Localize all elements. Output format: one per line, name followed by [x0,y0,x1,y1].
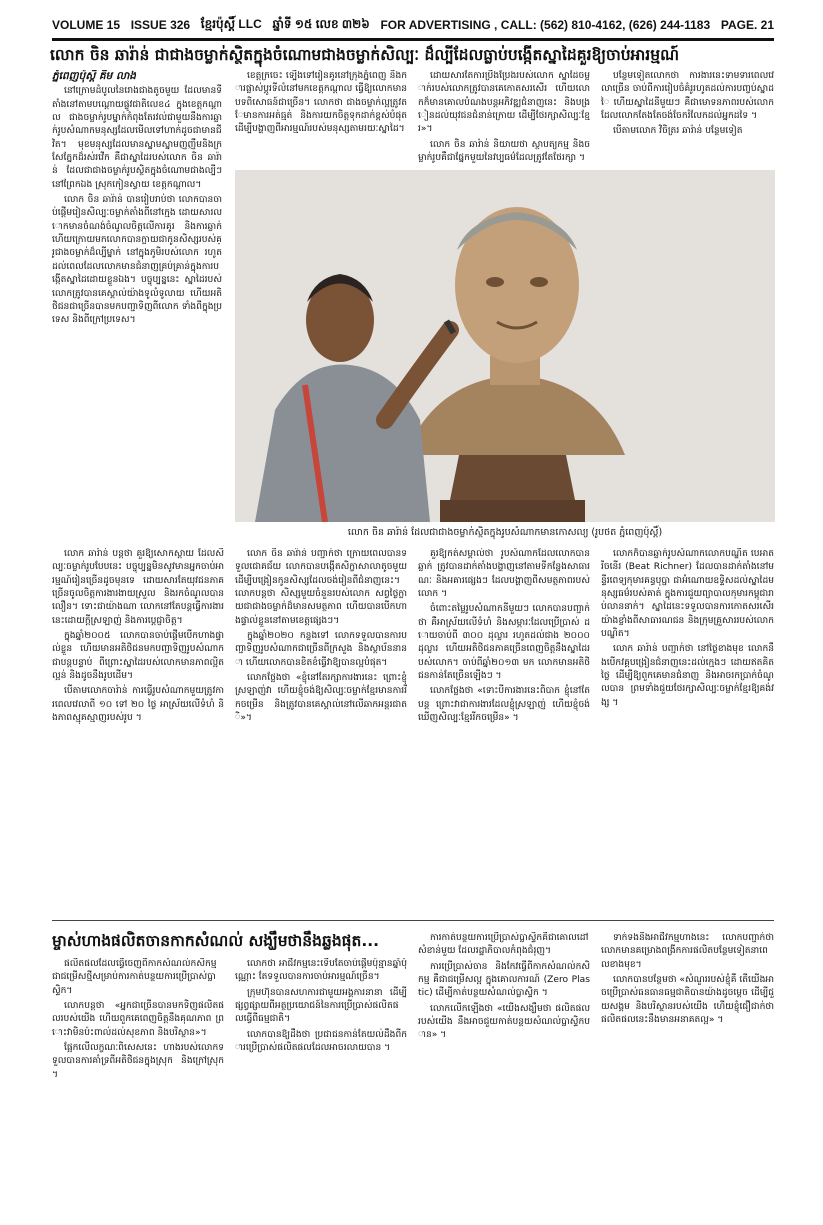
paragraph: ក្នុងឆ្នាំ២០០៥ លោកបានចាប់ផ្ដើមបើកហាងផ្ទាល់ខ្លួន ហើយមានអតិថិជនមកបញ្ជាទិញរូបសំណាកជាបន្តបន្ទាប់ ពីព្រោះស្នាដៃរបស់លោកមានភាពល្អិតល្អន់ និងដូចនឹងរូបដើម។ [52,631,224,682]
article1-lower-column-2 [235,548,407,916]
paragraph: គួរឱ្យកត់សម្គាល់ថា រូបសំណាកដែលលោកបានឆ្លាក់ ត្រូវបានដាក់តាំងបង្ហាញនៅតាមទីកន្លែងសាធារណៈ និងអគារផ្សេងៗ ដែលបង្ហាញពីសមត្ថភាពរបស់លោក ។ [418,549,590,600]
photo-illustration [235,170,775,522]
paragraph: ដោយសារតែការប្រឹងប្រែងរបស់លោក ស្នាដៃចម្លាក់របស់លោកត្រូវបានគេកោតសរសើរ ហើយលោកក៏មានគោលបំណងបន្តអភិវឌ្ឍជំនាញនេះ និងបង្រៀនដល់យុវជនជំនាន់ក្រោយ ដើម្បីថែរក្សាសិល្បៈខ្មែរ»។ [418,71,590,135]
article1-column-4-top [601,70,774,165]
paragraph: បើតាមលោក វិចិត្ររ ឆារ៉ាន់ បន្ថែមទៀត [613,126,743,137]
paragraph: ខេត្តក្រចេះ ទ្បើងទៅរៀនគូរនៅក្រុងភ្នំពេញ និងការផ្លាស់ប្តូរទីលំនៅមកខេត្តកណ្ដាល ធ្វើឱ្យលោកមានបទពិសោធន៍ជាច្រើន។ លោកថា ជាងចម្លាក់ល្អត្រូវតែមានការអត់ធ្មត់ និងការយកចិត្តទុកដាក់ខ្ពស់បំផុត ដើម្បីបង្ហាញពីអារម្មណ៍របស់មនុស្សតាមរយៈស្នាដៃ។ [235,71,407,135]
paragraph: លោកក៏បានឆ្លាក់រូបសំណាកលោកបណ្ឌិត បេអាត រីចនើរ (Beat Richner) ដែលបានដាក់តាំងនៅមន្ទីរពេទ្យកុមារគន្ធបុប្ផា ជាអំណោយឧទ្ទិសដល់ស្នាដៃមនុស្សធម៌របស់គាត់ ក្នុងការជួយព្យាបាលកុមារកម្ពុជារាប់លាននាក់។ ស្នាដៃនេះទទួលបានការកោតសរសើរយ៉ាងខ្លាំងពីសាធារណជន និងក្រុមគ្រួសាររបស់លោកបណ្ឌិត។ [601,549,774,640]
byline: ភ្នំពេញប៉ុស្តិ៍ គីម លាង [52,70,136,82]
paragraph: បន្ថែមទៀតលោកថា ការងារនេះទាមទារពេលវេលាច្រើន ចាប់ពីការរៀបចំគំរូរហូតដល់ការបញ្ចប់ស្នាដៃ ហើយស្នាដៃនីមួយៗ គឺជាមោទនភាពរបស់លោក ដែលលោកតែងតែចង់ចែករំលែកដល់អ្នកដទៃ ។ [601,71,774,122]
paragraph: លោកបានឱ្យដឹងថា ប្រជាជនកាន់តែយល់ដឹងពីការប្រើប្រាស់ផលិតផលដែលអាចរលាយបាន ។ [235,1029,407,1054]
pedestal-shape [450,450,575,500]
paragraph: លោកថ្លែងថា «ខ្ញុំនៅតែរក្សាការងារនេះ ព្រោះខ្ញុំស្រឡាញ់វា ហើយខ្ញុំចង់ឱ្យសិល្បៈចម្លាក់ខ្មែរមានការរីកចម្រើន និងត្រូវបានគេស្គាល់នៅលើឆាកអន្តរជាតិ»។ [235,673,407,724]
paragraph: លោក ឆារ៉ាន់ បញ្ជាក់ថា នៅថ្ងៃខាងមុខ លោកនឹងបើកវគ្គបង្រៀនជំនាញនេះដល់ក្មេងៗ ដោយឥតគិតថ្លៃ ដើម្បីឱ្យពួកគេមានជំនាញ និងអាចរកប្រាក់ចំណូលបាន ព្រមទាំងជួយថែរក្សាសិល្បៈចម្លាក់ខ្មែរឱ្យគង់វង្ស ។ [601,644,774,708]
paragraph: ផលិតផលដែលធ្វើចេញពីកាកសំណល់កសិកម្ម ជាជម្រើសថ្មីសម្រាប់ការកាត់បន្ថយការប្រើប្រាស់ប្លាស្ទិក។ [52,959,217,996]
article2-column-4 [601,932,774,1216]
paragraph: ក្រុមហ៊ុនបានសហការជាមួយអង្គការនានា ដើម្បីផ្សព្វផ្សាយពីអត្ថប្រយោជន៍នៃការប្រើប្រាស់ផលិតផលធ្វើពីធម្មជាតិ។ [235,987,407,1025]
article2-column-3 [418,932,590,1216]
photo-caption: លោក ចិន ឆារ៉ាន់ ដែលជាជាងចម្លាក់ស្ថិតក្នុងរូបសំណាកមានកោសល្យ (រូបថត ភ្នំពេញប៉ុស្តិ៍) [347,527,663,538]
advertising-contact: FOR ADVERTISING , CALL: (562) 810-4162, (626) 244-1183 [380,18,711,32]
volume-label: VOLUME 15 [52,18,121,32]
paragraph: ផ្អែកលើលក្ខណៈពិសេសនេះ ហាងរបស់លោកទទួលបានការគាំទ្រពីអតិថិជនក្នុងស្រុក និងក្រៅស្រុក ។ [52,1043,224,1080]
khmer-paper-title: ខ្មែរប៉ុស្តិ៍ LLC [200,17,262,31]
paragraph: លោកថ្លែងថា «ទោះបីការងារនេះពិបាក ខ្ញុំនៅតែបន្ត ព្រោះវាជាការងារដែលខ្ញុំស្រឡាញ់ ហើយខ្ញុំចង់ឃើញសិល្បៈខ្មែររីកចម្រើន» ។ [418,686,590,724]
page-number: PAGE. 21 [720,18,774,32]
paragraph: ទាក់ទងនឹងអាជីវកម្មហាងនេះ លោកបញ្ជាក់ថា លោកមានគម្រោងពង្រីកការផលិតបន្ថែមទៀតនាពេលខាងមុខ។ [601,933,774,970]
article1-lower-column-4 [601,548,774,916]
paragraph: ចំពោះតម្លៃរូបសំណាកនីមួយៗ លោកបានបញ្ជាក់ថា គឺអាស្រ័យលើទំហំ និងសម្ភារៈដែលប្រើប្រាស់ ដោយចាប់ពី ៣០០ ដុល្លារ រហូតដល់ជាង ២០០០ ដុល្លារ ហើយអតិថិជនភាគច្រើនពេញចិត្តនឹងស្នាដៃរបស់លោក។ ចាប់ពីឆ្នាំ២០១៣ មក លោកមានអតិថិជនកាន់តែច្រើនឡើងៗ ។ [418,604,590,682]
paragraph: លោក ចិន ឆារ៉ាន់ និយាយថា ស្ថាបត្យកម្ម និងចម្លាក់រូបគឺជាផ្នែកមួយនៃវប្បធម៌ដែលត្រូវតែថែរក្សា ។ [418,139,590,164]
article2-column-2 [235,958,407,1216]
paragraph: នៅក្រោមដំបូលនៃរោងជាងតូចមួយ ដែលមានទីតាំងនៅតាមបណ្ដោយផ្លូវជាតិលេខ៤ ក្នុងខេត្តកណ្ដាល ជាងចម្លាក់រូបម្នាក់កំពុងតែរវល់ជាមួយនឹងការឆ្លាក់រូបសំណាកមនុស្សដែលមើលទៅហាក់ដូចជាមានជីវិត។ មុខមនុស្សដែលមានស្នាមស្នាមញញឹមនិងក្រសែភ្នែកដ៏រស់រវើក គឺជាស្នាដៃរបស់លោក ចិន ឆារ៉ាន់ ដែលជាជាងចម្លាក់រូបស្ថិតក្នុងចំណោមជាងល្បីៗ នៅព្រែកឯង ស្រុកកៀនស្វាយ ខេត្តកណ្ដាល។ [52,86,222,190]
paragraph: ក្នុងឆ្នាំ២០២០ កន្លងទៅ លោកទទួលបានការបញ្ជាទិញរូបសំណាកជាច្រើនពីក្រសួង និងស្ថាប័ននានា ហើយលោកបានខិតខំធ្វើវាឱ្យបានល្អបំផុត។ [235,631,407,668]
section-divider [52,920,774,921]
article1-lower-column-3 [418,548,590,916]
khmer-issue-label: ឆ្នាំទី ១៥ លេខ ៣២៦ [272,17,370,31]
article1-column-2-top [235,70,407,165]
masthead-rule [52,38,774,41]
paragraph: ការកាត់បន្ថយការប្រើប្រាស់ប្លាស្ទិកគឺជាគោលដៅសំខាន់មួយ ដែលរដ្ឋាភិបាលកំពុងជំរុញ។ [418,933,589,957]
paragraph: បើតាមលោកចារ៉ាន់ ការធ្វើរូបសំណាកមួយត្រូវការពេលវេលាពី ១០ ទៅ ២០ ថ្ងៃ អាស្រ័យលើទំហំ និងភាពស្មុគស្មាញរបស់រូប ។ [52,686,224,724]
masthead [52,14,774,36]
article2-column-1 [52,958,224,1216]
sculptor-photo [235,170,775,522]
article1-headline: លោក ចិន ឆារ៉ាន់ ជាជាងចម្លាក់ស្ថិតក្នុងចំណោមជាងចម្លាក់សិល្បៈ ដ៏ល្បីដែលធ្លាប់បង្កើតស្នាដៃគួរឱ្យចាប់អារម្មណ៍ [50,46,679,64]
article2-headline: ម្ចាស់ហាងផលិតចានកាកសំណល់ សង្ឃឹមថានឹងឆ្លងផុត... [52,932,380,950]
article1-column-1 [52,70,222,542]
article1-column-3-top [418,70,590,165]
llc-label: LLC [238,17,262,31]
article1-lower-column-1 [52,548,224,916]
paragraph: លោក ចិន ឆារ៉ាន់ បញ្ជាក់ថា ក្រោយពេលបានទទួលជោគជ័យ លោកបានបង្កើតសិក្ខាសាលាតូចមួយ ដើម្បីបង្រៀនកូនសិស្សដែលចង់រៀនពីជំនាញនេះ។ លោកបន្តថា សិស្សមួយចំនួនរបស់លោក សព្វថ្ងៃក្លាយជាជាងចម្លាក់ដ៏មានសមត្ថភាព ហើយបានបើកហាងផ្ទាល់ខ្លួននៅតាមខេត្តផ្សេងៗ។ [235,549,407,626]
paragraph: លោកបន្តថា «អ្នកជាច្រើនបានមកទិញផលិតផលរបស់យើង ហើយពួកគេពេញចិត្តនឹងគុណភាព ព្រោះវាមិនប៉ះពាល់ដល់សុខភាព និងបរិស្ថាន»។ [52,1001,224,1038]
paragraph: លោកបានបន្ថែមថា «សំណួររបស់ខ្ញុំគឺ តើយើងអាចប្រើប្រាស់ធនធានធម្មជាតិបានយ៉ាងដូចម្ដេច ដើម្បីជួយសង្គម និងបរិស្ថានរបស់យើង ហើយខ្ញុំជឿជាក់ថា ផលិតផលនេះនឹងមានអនាគតល្អ» ។ [601,975,774,1026]
paragraph: លោកលើកឡើងថា «យើងសង្ឃឹមថា ផលិតផលរបស់យើង នឹងអាចជួយកាត់បន្ថយសំណល់ប្លាស្ទិកបាន» ។ [418,1003,590,1041]
paragraph: ការប្រើប្រាស់ចាន និងកែវធ្វើពីកាកសំណល់កសិកម្ម គឺជាជម្រើសល្អ ក្នុងគោលការណ៍ (Zero Plastic) ដើម្បីកាត់បន្ថយសំណល់ប្លាស្ទិក ។ [418,961,590,999]
issue-label: ISSUE 326 [130,18,191,32]
paragraph: លោក ឆារ៉ាន់ បន្តថា គួរឱ្យសោកស្ដាយ ដែលសិល្បៈចម្លាក់រូបបែបនេះ បច្ចុប្បន្នមិនសូវមានអ្នកចាប់អារម្មណ៍រៀនច្រើនដូចមុនទេ ដោយសារតែយុវជនភាគច្រើនចូលចិត្តការងារងាយស្រួល និងរកចំណូលបានលឿន។ ទោះជាយ៉ាងណា លោកនៅតែបន្តធ្វើការងារនេះដោយក្ដីស្រឡាញ់ និងការប្ដេជ្ញាចិត្ត។ [52,549,224,626]
paragraph: លោក ចិន ឆារ៉ាន់ បានរៀបរាប់ថា លោកបានចាប់ផ្ដើមរៀនសិល្បៈចម្លាក់តាំងពីនៅក្មេង ដោយសារលោកមានចំណង់ចំណូលចិត្តលើការគូរ និងការឆ្លាក់ ហើយក្រោយមកលោកបានក្លាយជាកូនសិស្សរបស់គ្រូជាងចម្លាក់ដ៏ល្បីម្នាក់ នៅក្នុងភូមិរបស់លោក រហូតដល់ពេលដែលលោកមានជំនាញគ្រប់គ្រាន់ក្នុងការបង្កើតស្នាដៃដោយខ្លួនឯង។ បច្ចុប្បន្ននេះ ស្នាដៃរបស់លោកត្រូវបានគេស្គាល់យ៉ាងទូលំទូលាយ ហើយអតិថិជនជាច្រើនបានមកបញ្ជាទិញពីលោក ទាំងពីក្នុងប្រទេស និងពីក្រៅប្រទេស។ [52,195,222,326]
paragraph: លោកថា អាជីវកម្មនេះទើបតែចាប់ផ្ដើមប៉ុន្មានឆ្នាំប៉ុណ្ណោះ តែទទួលបានការចាប់អារម្មណ៍ច្រើន។ [235,959,407,983]
